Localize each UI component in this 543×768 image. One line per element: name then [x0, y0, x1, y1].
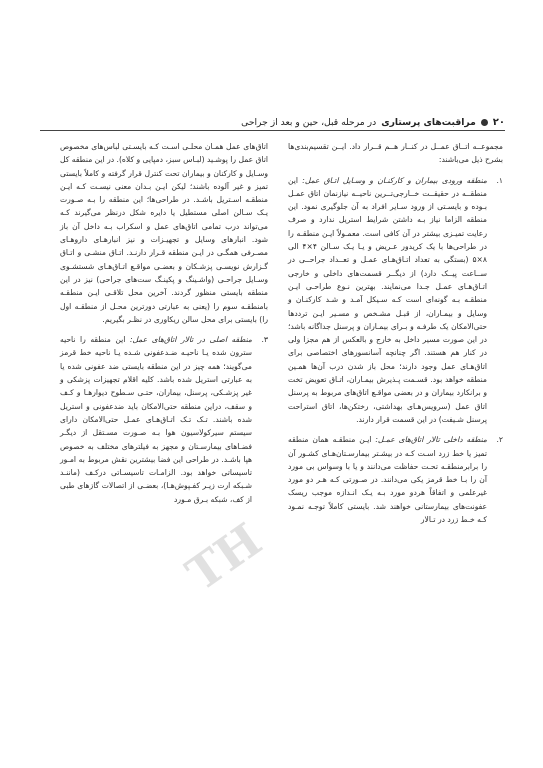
- left-column: [60, 140, 268, 506]
- item-title: منطقه داخلی تالار اتاق‌های عمـل:: [375, 435, 487, 445]
- item-paragraph: [60, 333, 252, 506]
- running-header: [42, 114, 505, 130]
- continuation-paragraph: اتاق‌های عمل همـان محلـی اسـت کـه بایسـتی لباس‌های مخصوص اتاق عمل را پوشـید (لبـاس سبز، دمپایی و کلاه). در این منطقه کل وسـایل و کارکنان و بیماران تحت کنترل قرار گرفته و کاملاً بایستی تمیز و غیر آلوده باشند؛ لیکن ایـن بـدان معنی نیسـت کـه ایـن منطقـه اسـتریل باشـد. در طراحی‌ها؛ این منطقه را بـه صـورت یـک سـالن اصلی مستطیل یا دایره شکل درنظر می‌گیرند کـه می‌تواند درب تمامی اتاق‌های عمل و اسکراب بـه داخل آن باز شود. انبارهای وسایل و تجهیـزات و نیز انبارهـای داروهـای مصـرفی همگـی در ایـن منطقه قـرار دارنـد. اتـاق منشـی و اتـاق گـزارش نویسـی پزشـکان و بعضـی مواقـع اتـاق‌هـای شستشـوی وسـایل جراحـی (واشـینگ و پکینـگ ست‌های جراحی) نیز در این منطقه بایستی منظور گردند. آخرین محل تلاقـی ایـن منطقـه بامنطقـه سوم را (یعنی به عبارتی دورترین محـل از منطقـه اول را) بایستی برای محل سالن ریکاوری در نظـر بگیریم.: [59, 142, 268, 324]
- list-item: [288, 433, 503, 526]
- intro-paragraph: مجموعــه اتــاق عمــل در كنــار هــم قــرار داد. ايــن تقسيم‌بندی‌ها بشرح ذيل می‌باشند:: [288, 142, 503, 165]
- item-paragraph: [288, 174, 487, 427]
- header-divider: [40, 130, 505, 131]
- right-column: [288, 140, 503, 526]
- watermark: TH: [176, 512, 272, 602]
- bullet-dot-icon: [481, 119, 488, 126]
- item-text: ایـن منطقـه همان منطقه تمیز یا خط زرد اسـت کـه در بیشـتر بیمارسـتان‌هـای کشـور آن را برابرمنطقـه تحـت حفاظت می‌دانند و یا با وسواس بی مورد آن را بـا خط قرمز یکی می‌دانند. در صـورتی کـه هـر دو مورد غیرعلمی و اتفاقاً هردو مورد بـه یـک انـدازه موجب ریسک عفونت‌های بیمارستانی خواهند شد. بایستی کاملاً توجـه نمـود کـه خـط زرد در تـالار: [288, 435, 487, 525]
- chapter-subtitle: در مرحله قبل، حین و بعد از جراحی: [241, 116, 377, 128]
- list-item: [60, 333, 268, 506]
- item-text: این منطقــه در حقیقــت خــارجی‌تــرین ناحیــه نیاز‌نمان اتاق عمـل بـوده و بايسـتی از ورود سـاير افراد به آن جلوگیری نمود. این منطقه الزاما نیاز بـه داشتن شرایط استریل ندارد و صرف رعایت تمیـزی بیشتر در آن کافی است. معمـولاً ایـن منطقـه را در طراحی‌ها با یک کریدور عـریض و یـا یـک سـالن ۴×۴ الی ۸×۵ (بستگی به تعداد اتـاق‌هـای عمـل و تعــداد جراحــی در ســاعت پیــک دارد) از دیگــر قسمت‌های داخلی و خارجی اتـاق‌هـای عمـل جـدا می‌نمایند. بهترین نـوع طراحـی ایـن منطقـه بـه گونه‌ای است کـه سـیکل آمـد و شـد کارکنـان و وسایل و بیمـاران، از قبـل مشـخص و مسـیر ایـن ترددها حتی‌الامکان یک طرفـه و بـرای بیمـاران و پرسنل جداگانه باشد؛ در این صورت مسیر داخل به خارج و بالعکس از هم مجزا ولی در کنار هم هستند. اگر چنانچه آسانسورهای اختصاصی برای اتاق‌هـای عمل وجود دارند؛ محل باز شدن درب آن‌ها همـین منطقه خواهد بود. قسـمت پـذیرش بیمـاران، اتـاق تعویض تخت و برانکارد بیماران و در بعضی مواقـع اتاق‌های مربوط به پرسنل اتاق عمل (سرویس‌هـای بهداشتی، رختکن‌ها، اتاق استراحت پرسنل شـیفت) در این قسمت قرار دارند.: [288, 175, 487, 424]
- item-title: منطقه اصلی در تالار اتاق‌های عمل:: [129, 335, 252, 345]
- item-number: ۲.: [496, 435, 503, 445]
- item-number: ۱.: [496, 175, 503, 185]
- item-text: این منطقه را ناحیه سترون شده یـا ناحیـه ضـدعفونی شـده یـا ناحیه خط قرمز می‌گویند؛ همه چیز در این منطقه بایستی ضد عفونی شده یا به عبارتی استریل شده باشد. کلیه اقلام تجهیزات پزشکی و غیر پزشـکی، پرسنل، بیماران، حتـی سـطوح دیوارهـا و کـف و سقف، دراین منطقه حتی‌الامکان باید ضدعفونی و استریل شده باشند. تـک تـک اتـاق‌هـای عمـل حتی‌الامکان دارای سیستم سیرکولاسیون هوا بـه صـورت مسـتقل از دیگـر فضـاهای بیمارسـتان و مجهز به فیلترهای مختلف به خصوص هپا باشـد. در طراحی این فضا بیشترین نقش مربوط به امـور تاسیساتی خواهد بود. الزامـات تاسیسـاتی درکـف (ماننـد شـبکه ارت زیـر کفـپوش‌هـا)، بعضـی از اتصالات گازهای طبی از کف، شبکه بـرق مـورد: [60, 335, 252, 504]
- item-number: ۳.: [261, 335, 268, 345]
- chapter-title: مراقبت‌های پرستاری: [381, 116, 476, 128]
- list-item: [288, 174, 503, 427]
- item-title: منطقه ورودی بیماران و کارکنـان و وسـایل اتـاق عمل:: [302, 175, 487, 185]
- item-paragraph: [288, 433, 487, 526]
- page-number: ۲۰: [492, 116, 505, 128]
